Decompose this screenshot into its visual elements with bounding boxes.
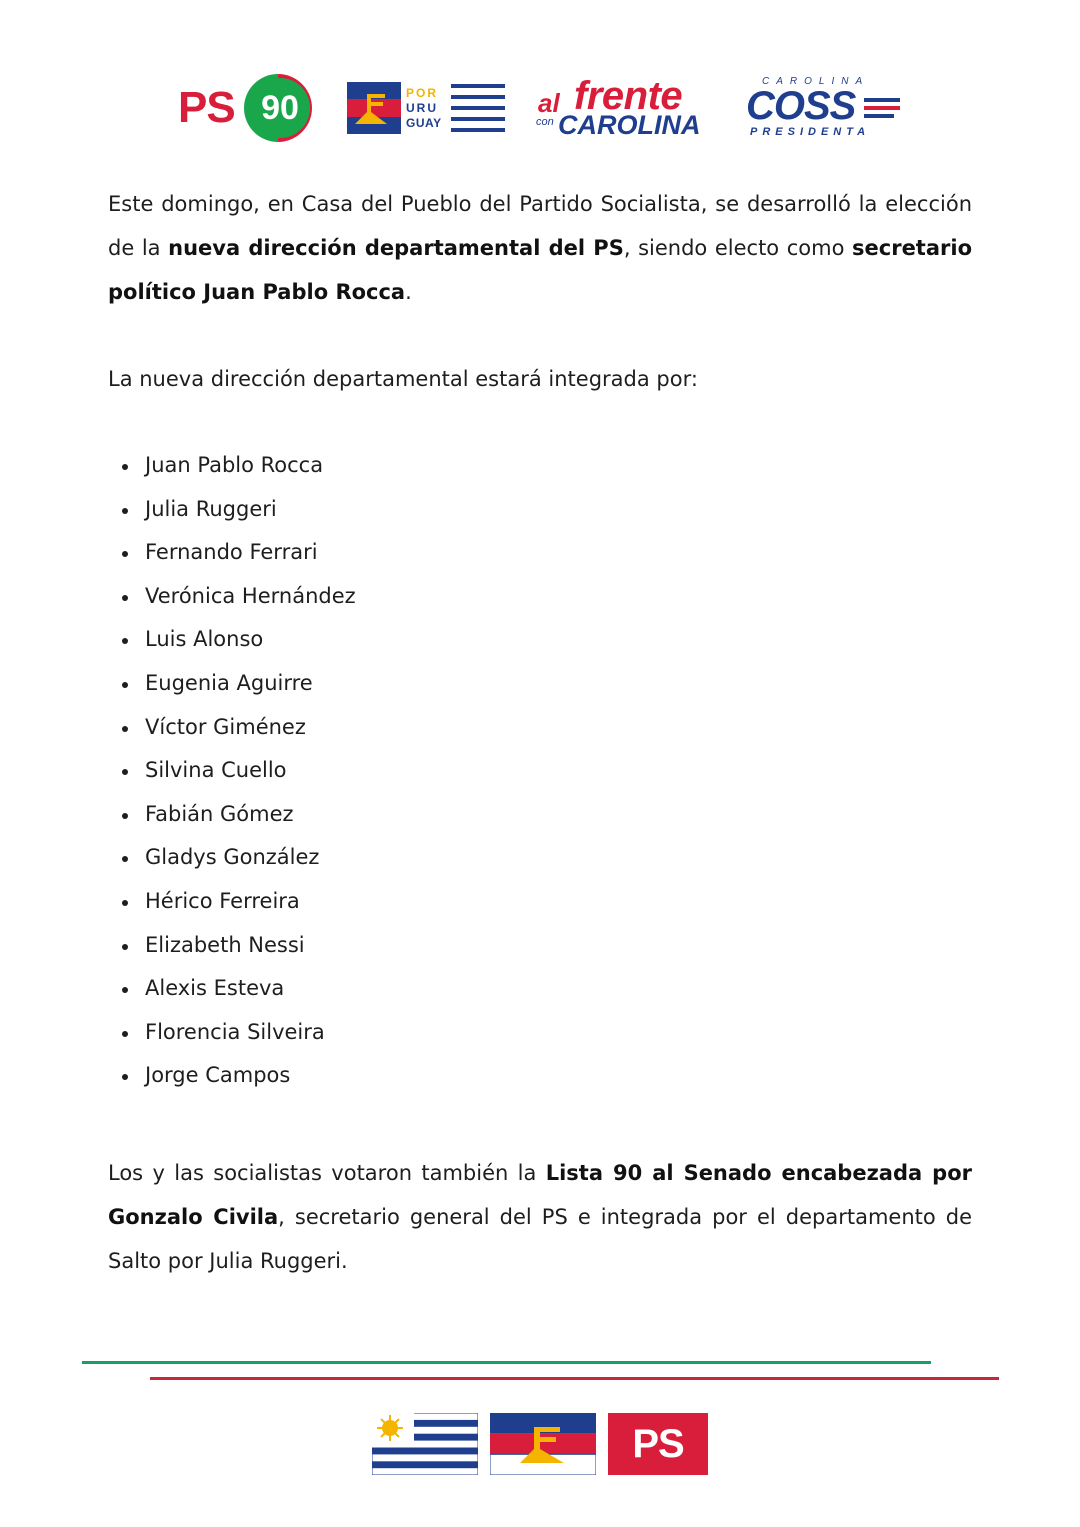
p1-text-d: .	[405, 280, 412, 304]
list-item: Alexis Esteva	[108, 967, 972, 1011]
list-item: Juan Pablo Rocca	[108, 444, 972, 488]
header-logos	[0, 68, 1080, 148]
al-frente-con: con	[536, 116, 554, 128]
p1-bold-secretario: secretario político Juan Pablo Rocca	[108, 236, 972, 304]
ps90-logo-number: 90	[250, 78, 310, 138]
article-body	[108, 182, 972, 1283]
por-uruguay-line3: GUAY	[406, 116, 442, 130]
members-list	[108, 444, 972, 1098]
al-frente-frente: frente	[574, 74, 683, 118]
list-item: Elizabeth Nessi	[108, 924, 972, 968]
list-item: Hérico Ferreira	[108, 880, 972, 924]
artigas-flag-icon	[347, 82, 401, 134]
paragraph-election	[108, 182, 972, 314]
list-item: Víctor Giménez	[108, 706, 972, 750]
list-item: Florencia Silveira	[108, 1011, 972, 1055]
list-item: Verónica Hernández	[108, 575, 972, 619]
por-uruguay-line2: URU	[406, 101, 438, 115]
al-frente-con-carolina-logo	[534, 76, 724, 142]
divider-red	[150, 1377, 999, 1380]
paragraph-senate	[108, 1151, 972, 1283]
list-item: Silvina Cuello	[108, 749, 972, 793]
list-item: Luis Alonso	[108, 618, 972, 662]
ps90-logo-circle	[244, 74, 312, 142]
artigas-flag-icon	[490, 1413, 596, 1475]
coss-logo-bottom: PRESIDENTA	[750, 126, 871, 138]
coss-stripes-icon	[864, 98, 900, 120]
por-uruguay-text	[406, 86, 448, 131]
list-item: Jorge Campos	[108, 1054, 972, 1098]
footer-logos	[372, 1413, 712, 1477]
uruguay-stripes-icon	[451, 84, 505, 132]
list-item: Fernando Ferrari	[108, 531, 972, 575]
p1-bold-direccion: nueva dirección departamental del PS	[168, 236, 624, 260]
coss-logo-top: CAROLINA	[762, 76, 870, 87]
list-item: Gladys González	[108, 836, 972, 880]
uruguay-flag-icon	[372, 1413, 478, 1475]
list-item: Fabián Gómez	[108, 793, 972, 837]
p2-text-a: Los y las socialistas votaron también la	[108, 1160, 546, 1185]
carolina-coss-presidenta-logo	[746, 76, 906, 142]
por-uruguay-logo	[347, 82, 507, 134]
p2-bold-lista: Lista 90 al Senado encabezada por Gonzalo Civila	[108, 1160, 972, 1229]
p1-text-a: Este domingo, en Casa del Pueblo del Partido Socialista, se desarrolló la elección de la	[108, 192, 972, 260]
list-item: Julia Ruggeri	[108, 488, 972, 532]
p2-text-c: , secretario general del PS e integrada por el departamento de Salto por Julia Ruggeri.	[108, 1204, 972, 1273]
al-frente-al: al	[538, 88, 560, 118]
ps90-logo	[178, 73, 318, 145]
al-frente-carolina: CAROLINA	[558, 110, 701, 140]
list-item: Eugenia Aguirre	[108, 662, 972, 706]
p1-text-c: , siendo electo como	[623, 236, 853, 260]
paragraph-intro: La nueva dirección departamental estará integrada por:	[108, 367, 698, 391]
ps-footer-logo: PS	[608, 1413, 708, 1475]
ps90-logo-ps: PS	[178, 83, 235, 132]
divider-green	[82, 1361, 931, 1364]
por-uruguay-line1: POR	[406, 86, 439, 100]
coss-logo-main: COSS	[746, 84, 856, 128]
